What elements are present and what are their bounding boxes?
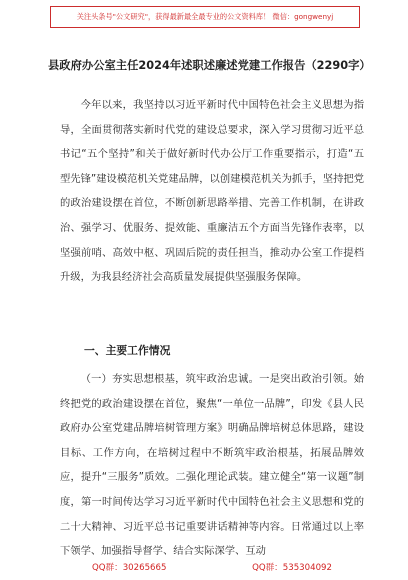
- footer-qq-group-2: QQ群：535304092: [252, 563, 332, 573]
- intro-paragraph: 今年以来，我坚持以习近平新时代中国特色社会主义思想为指导，全面贯彻落实新时代党的建设总要求，深入学习贯彻习近平总书记“五个坚持”和关于做好新时代办公厅工作重要指示，打造“五型先锋”建设模范机关党建品牌，以创建模范机关为抓手，坚持把党的政治建设摆在首位，不断创新思路举措、完善工作机制，在讲政治、强学习、优服务、提效能、重廉洁五个方面当先锋作表率，以坚强前哨、高效中枢、巩固后院的责任担当，推动办公室工作提档升级，为我县经济社会高质量发展提供坚强服务保障。: [60, 99, 364, 284]
- footer-qq-group-1: QQ群：30265665: [92, 563, 167, 573]
- section-heading: 一、主要工作情况: [84, 344, 171, 357]
- document-title: 县政府办公室主任2024年述职述廉述党建工作报告（2290字）: [48, 59, 371, 72]
- section-paragraph: （一）夯实思想根基，筑牢政治忠诚。一是突出政治引领。始终把党的政治建设摆在首位，聚焦“一单位一品牌”，印发《县人民政府办公室党建品牌培树管理方案》明确品牌培树总体思路，建设目标、工作方向，在培树过程中不断筑牢政治根基，拓展品牌效应，提升“三服务”质效。二强化理论武装。建立健全“第一议题”制度，第一时间传达学习习近平新时代中国特色社会主义思想和党的二十大精神、习近平总书记重要讲话精神等内容。日常通过以上率下领学、加强指导督学、结合实际深学、互动: [60, 373, 364, 558]
- footer-contact: [92, 561, 332, 573]
- promo-banner: 关注头条号"公文研究"，获得最新最全最专业的公文资料库！ 微信：gongwenyj: [50, 6, 360, 28]
